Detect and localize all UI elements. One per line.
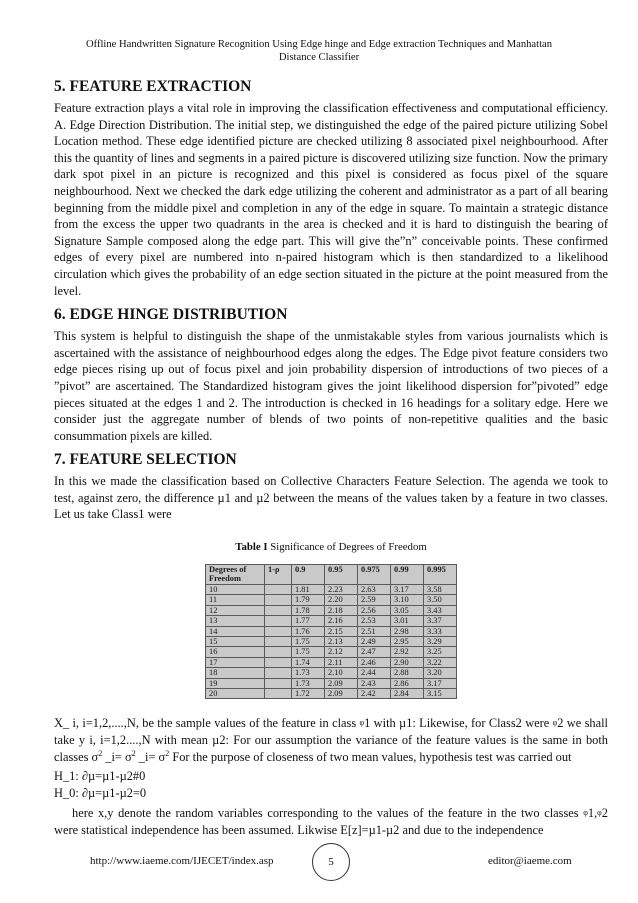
table-cell: 3.01	[391, 616, 424, 626]
table-cell: 3.25	[424, 647, 457, 657]
table-cell	[265, 626, 292, 636]
table-cell: 14	[206, 626, 265, 636]
table-cell: 2.51	[358, 626, 391, 636]
table-header-cell: 1-ρ	[265, 565, 292, 585]
table-row	[206, 678, 457, 688]
table-cell: 2.10	[325, 668, 358, 678]
table-body	[206, 584, 457, 698]
table-cell: 2.95	[391, 636, 424, 646]
table-cell: 2.44	[358, 668, 391, 678]
table-cell: 2.18	[325, 605, 358, 615]
table-cell	[265, 605, 292, 615]
table-cell: 2.11	[325, 657, 358, 667]
table-caption	[54, 541, 608, 554]
section-paragraph: Feature extraction plays a vital role in improving the classification effectiveness and computational efficiency. A. Edge Direction Distribution. The initial step, we distinguished the edge of the paired picture utilizing Sobel Location method. These edge identified picture are checked utilizing 8 associated pixel neighbourhood. After this the quantity of lines and segments in a paired picture is discovered utilizing size function. Now the primary dark spot pixel in an picture is recognized and this pixel is considered as focus pixel of the square neighbourhood. Next we checked the dark edge utilizing the coherent and administrator as a part of all bearing beginning from the middle pixel and completion in any of the edge in square. To maintain a strategic distance from the excess the upper two quadrants in the area is checked and it is hard to distinguish the bearing of Signature Sample composed along the edge part. This will give the”n” conceivable points. These confirmed edges of every pixel are numbered into n-paired histogram which is then standardized to a likelihood circulation which gives the probability of an edge section situated in the picture at the point measured from the level.	[54, 101, 608, 298]
table-cell: 2.56	[358, 605, 391, 615]
section-paragraph: In this we made the classification based on Collective Characters Feature Selection. The agenda we took to test, against zero, the difference µ1 and µ2 between the means of the values taken by a feature in two classes. Let us take Class1 were	[54, 474, 608, 522]
table-cell: 1.75	[292, 636, 325, 646]
text-run: X_ i, i=1,2,....,N, be the sample values of the feature in class	[54, 716, 360, 731]
table-header-cell: 0.9	[292, 565, 325, 585]
table-cell: 10	[206, 584, 265, 594]
table-cell: 11	[206, 595, 265, 605]
table-cell: 3.50	[424, 595, 457, 605]
table-cell: 18	[206, 668, 265, 678]
table-cell	[265, 657, 292, 667]
table-cell: 3.37	[424, 616, 457, 626]
superscript: 2	[131, 748, 136, 758]
page-footer	[0, 851, 638, 871]
running-header	[40, 38, 598, 64]
table-cell: 1.73	[292, 678, 325, 688]
phi-symbol: φ	[359, 718, 365, 728]
table-cell: 2.86	[391, 678, 424, 688]
table-cell	[265, 616, 292, 626]
table-row	[206, 636, 457, 646]
table-cell: 3.05	[391, 605, 424, 615]
table-cell	[265, 668, 292, 678]
table-cell	[265, 647, 292, 657]
section-feature-selection	[54, 450, 608, 523]
table-cell: 1.75	[292, 647, 325, 657]
table-cell: 2.88	[391, 668, 424, 678]
table-cell: 19	[206, 678, 265, 688]
table-cell: 2.16	[325, 616, 358, 626]
table-cell	[265, 584, 292, 594]
main-content	[54, 77, 608, 838]
editor-email-link[interactable]: editor@iaeme.com	[488, 855, 572, 867]
phi-symbol: φ	[552, 718, 558, 728]
table-row	[206, 595, 457, 605]
table-caption-label: Table I	[235, 541, 268, 554]
section-heading: 6. EDGE HINGE DISTRIBUTION	[54, 306, 288, 324]
phi-symbol: φ	[597, 808, 602, 818]
table-header-cell: 0.95	[325, 565, 358, 585]
table-cell: 3.43	[424, 605, 457, 615]
table-cell: 1.81	[292, 584, 325, 594]
table-cell: 2.92	[391, 647, 424, 657]
sample-values-paragraph	[54, 715, 608, 765]
table-cell: 3.33	[424, 626, 457, 636]
table-cell: 3.10	[391, 595, 424, 605]
table-wrapper	[54, 564, 608, 699]
table-header-cell: 0.995	[424, 565, 457, 585]
text-run: 1,	[587, 806, 598, 821]
table-cell: 16	[206, 647, 265, 657]
hypothesis-h0: H_0: ∂µ=µ1-µ2=0	[54, 786, 147, 801]
table-cell: 2.09	[325, 688, 358, 698]
table-cell: 3.17	[391, 584, 424, 594]
table-cell: 2.15	[325, 626, 358, 636]
random-variables-paragraph	[54, 805, 608, 838]
table-cell: 3.58	[424, 584, 457, 594]
running-header-line1: Offline Handwritten Signature Recognition Using Edge hinge and Edge extraction Techniques and Manhattan	[85, 39, 553, 50]
table-cell: 13	[206, 616, 265, 626]
table-cell: 1.79	[292, 595, 325, 605]
table-cell: 1.76	[292, 626, 325, 636]
degrees-of-freedom-table	[205, 564, 457, 699]
text-run: _i= σ	[135, 749, 166, 764]
superscript: 2	[98, 748, 103, 758]
table-cell: 3.15	[424, 688, 457, 698]
table-cell: 2.42	[358, 688, 391, 698]
journal-url-link[interactable]: http://www.iaeme.com/IJECET/index.asp	[90, 855, 274, 867]
table-header-cell: 0.975	[358, 565, 391, 585]
table-cell: 2.12	[325, 647, 358, 657]
section-edge-hinge	[54, 305, 608, 444]
table-row	[206, 657, 457, 667]
superscript: 2	[165, 748, 170, 758]
table-cell: 3.29	[424, 636, 457, 646]
running-header-line2: Distance Classifier	[278, 52, 360, 63]
phi-symbol: φ	[583, 808, 588, 818]
table-cell: 17	[206, 657, 265, 667]
table-cell: 2.43	[358, 678, 391, 688]
table-cell: 3.22	[424, 657, 457, 667]
table-cell: 2.98	[391, 626, 424, 636]
text-run: 2 were statistical independence has been assumed. Likwise E[z]=µ1-µ2 and due to the independence	[54, 806, 608, 837]
table-cell: 2.49	[358, 636, 391, 646]
table-cell: 2.53	[358, 616, 391, 626]
table-row	[206, 605, 457, 615]
table-cell: 1.77	[292, 616, 325, 626]
table-cell: 2.63	[358, 584, 391, 594]
text-run: 1 with µ1: Likewise, for Class2 were	[364, 716, 553, 731]
table-cell: 2.90	[391, 657, 424, 667]
table-cell: 2.13	[325, 636, 358, 646]
table-cell: 2.23	[325, 584, 358, 594]
section-heading: 7. FEATURE SELECTION	[54, 451, 237, 469]
table-cell: 20	[206, 688, 265, 698]
table-cell	[265, 595, 292, 605]
section-paragraph: This system is helpful to distinguish the shape of the unmistakable styles from various journalists which is ascertained with the assistance of neighbourhood edges along the edges. The Edge pivot feature considers two edge pieces rising up out of focus pixel and join probability dispersion of introductions of two pieces of a ”pivot” are ascertained. The Standardized histogram gives the joint likelihood dispersion for”pivoted” edge pieces situated at the edges 1 and 2. The introduction is checked in 16 headings for a solitary edge. Here we consider just the aggregate number of blends of two points of non-repetitive qualities and the basic consummation pixels are killed.	[54, 329, 608, 443]
table-cell: 15	[206, 636, 265, 646]
table-cell: 1.72	[292, 688, 325, 698]
table-row	[206, 668, 457, 678]
table-row	[206, 584, 457, 594]
table-header-cell: 0.99	[391, 565, 424, 585]
table-cell: 2.47	[358, 647, 391, 657]
table-cell: 3.20	[424, 668, 457, 678]
table-cell	[265, 678, 292, 688]
text-run: For the purpose of closeness of two mean values, hypothesis test was carried out	[169, 749, 572, 764]
table-cell: 2.59	[358, 595, 391, 605]
table-cell: 1.73	[292, 668, 325, 678]
table-cell: 2.84	[391, 688, 424, 698]
table-row	[206, 626, 457, 636]
text-run: _i= σ	[102, 749, 132, 764]
table-cell: 2.46	[358, 657, 391, 667]
table-header-cell: Degrees of Freedom	[206, 565, 265, 585]
table-row	[206, 688, 457, 698]
table-cell: 12	[206, 605, 265, 615]
section-feature-extraction	[54, 77, 608, 299]
table-header-row	[206, 565, 457, 585]
table-cell: 1.74	[292, 657, 325, 667]
table-row	[206, 616, 457, 626]
table-cell	[265, 636, 292, 646]
text-run: here x,y denote the random variables corresponding to the values of the feature in the two classes	[72, 806, 584, 821]
table-cell	[265, 688, 292, 698]
table-cell: 2.09	[325, 678, 358, 688]
table-cell: 1.78	[292, 605, 325, 615]
page-number: 5	[312, 843, 350, 881]
table-caption-text: Significance of Degrees of Freedom	[270, 541, 427, 554]
hypothesis-h1: H_1: ∂µ=µ1-µ2#0	[54, 769, 146, 784]
text-run: 2 we shall take y i, i=1,2....,N with mean µ2: For our assumption the variance of the feature values is the same in both classes σ	[54, 716, 608, 764]
table-cell: 2.20	[325, 595, 358, 605]
section-heading: 5. FEATURE EXTRACTION	[54, 78, 252, 95]
table-cell: 3.17	[424, 678, 457, 688]
table-row	[206, 647, 457, 657]
